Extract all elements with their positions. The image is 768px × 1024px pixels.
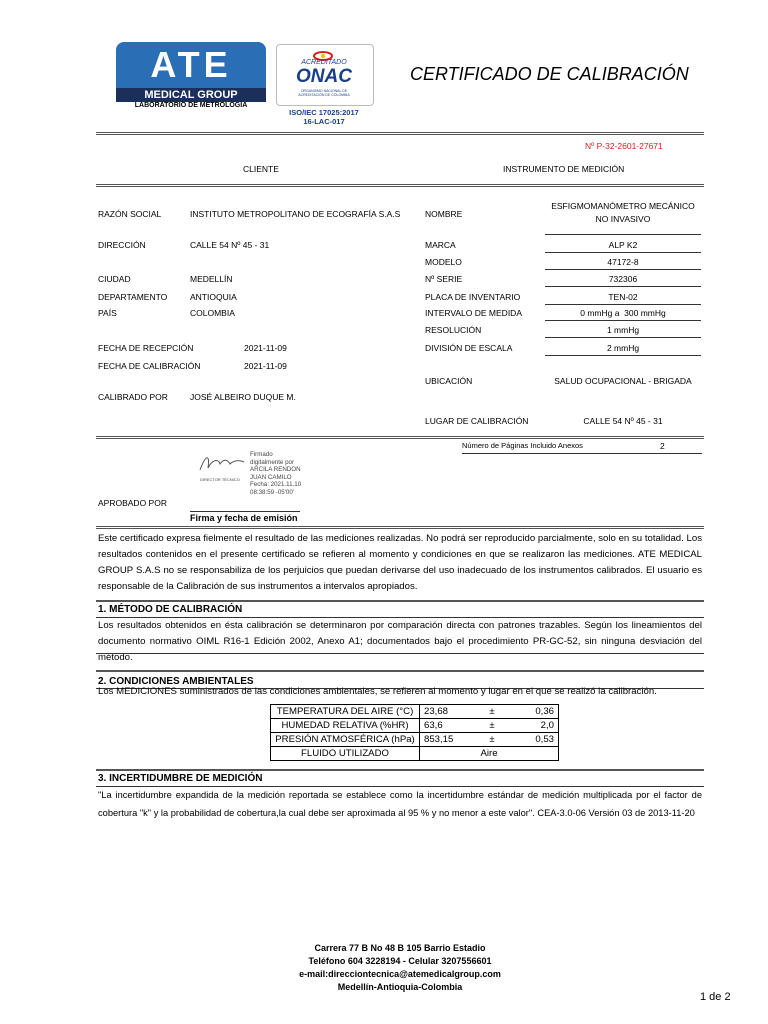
footer-city: Medellín-Antioquia-Colombia [337,982,463,992]
por-label: CALIBRADO POR [98,392,168,402]
placa-value: TEN-02 [608,292,638,302]
signature-line3: ARCILA RENDON [250,466,301,473]
sec1-end-rule [96,653,704,654]
pais-value: COLOMBIA [190,308,235,318]
sec1-title: 1. MÉTODO DE CALIBRACIÓN [98,604,243,615]
onac-top: ACREDITADO [301,59,347,66]
depto-label: DEPARTAMENTO [98,292,168,302]
cert-number: Nº P-32-2601-27671 [585,141,663,151]
env-pm: ± [468,719,516,733]
pages-value: 2 [660,441,665,451]
footer-email: e-mail:direcciontecnica@atemedicalgroup.com [299,969,501,979]
placa-label: PLACA DE INVENTARIO [425,292,521,302]
header-rule [96,132,704,135]
intervalo-label: INTERVALO DE MEDIDA [425,308,522,318]
firma-caption: Firma y fecha de emisión [190,511,300,523]
resol-label: RESOLUCIÓN [425,325,482,335]
env-value: 63,6 [420,719,469,733]
footer-address: Carrera 77 B No 48 B 105 Barrio Estadio [314,943,486,953]
iso-label: ISO/IEC 17025:2017 [289,108,359,117]
signature-icon [196,450,248,476]
sec2-bar [96,670,704,672]
intervalo-value: 0 mmHg a 300 mmHg [580,308,666,318]
serie-value: 732306 [608,274,638,284]
modelo-underline [545,269,701,270]
signature-line1: Firmado [250,451,273,458]
env-value: 853,15 [420,733,469,747]
sec1-bar [96,600,704,602]
lugar-label: LUGAR DE CALIBRACIÓN [425,416,529,426]
page-number: 1 de 2 [700,991,731,1003]
marca-label: MARCA [425,240,456,250]
section-rule [96,184,704,187]
depto-value: ANTIOQUIA [190,292,237,302]
por-value: JOSÉ ALBEIRO DUQUE M. [190,392,296,402]
env-row [271,733,559,747]
lab-name: LABORATORIO DE METROLOGÍA [134,102,248,109]
razon-label: RAZÓN SOCIAL [98,209,162,219]
sec3-text: "La incertidumbre expandida de la medición reportada se establece como la incertidumbre estándar de medición multiplicada por el factor de cobertura "k" y la probabilidad de cobertura,la cual debe ser aproximada al 95 % y no menor a este valor". CEA-3.0-06 Versión 03 de 2013-11-20 [98,790,702,818]
env-label: HUMEDAD RELATIVA (%HR) [271,719,420,733]
pais-label: PAÍS [98,308,117,318]
ate-logo-text: ATE [150,44,232,85]
env-unc: 0,53 [516,733,559,747]
ubic-value: SALUD OCUPACIONAL - BRIGADA [554,376,692,386]
cliente-header: CLIENTE [243,164,279,174]
page-title: CERTIFICADO DE CALIBRACIÓN [410,64,689,84]
intro-text: Este certificado expresa fielmente el resultado de las mediciones realizadas. No podrá ser reproducido parcialmente, solo en su totalidad. Los resultados contenidos en el presente certificado se refieren al momento y condiciones en que se realizaron las mediciones. ATE MEDICAL GROUP S.A.S no se responsabiliza de los perjuicios que puedan derivarse del uso inadecuado de los instrumentos calibrados. El usuario es responsable de la Calibración de sus instrumentos a intervalos apropiados. [98,533,702,592]
env-pm: ± [468,733,516,747]
footer-phone: Teléfono 604 3228194 - Celular 3207556601 [308,956,492,966]
recep-label: FECHA DE RECEPCIÓN [98,343,194,353]
fluido-label: FLUIDO UTILIZADO [271,747,420,761]
div-label: DIVISIÓN DE ESCALA [425,343,513,353]
signature-line4: JUAN CAMILO [250,473,292,481]
calib-label: FECHA DE CALIBRACIÓN [98,361,201,371]
env-label: PRESIÓN ATMOSFÉRICA (hPa) [271,733,420,747]
intervalo-underline [545,320,701,321]
dir-value: CALLE 54 Nº 45 - 31 [190,240,270,250]
ubic-label: UBICACIÓN [425,376,473,386]
env-row [271,747,559,761]
nombre-label: NOMBRE [425,209,463,219]
sec3-title: 3. INCERTIDUMBRE DE MEDICIÓN [98,773,263,784]
serie-underline [545,286,701,287]
pages-underline [462,453,702,454]
env-unc: 2,0 [516,719,559,733]
fluido-value: Aire [420,747,559,761]
signature-line2: digitalmente por [250,458,295,466]
sec1-text: Los resultados obtenidos en ésta calibración se determinaron por comparación directa con patrones trazables. Según los lineamientos del documento normativo OIML R16-1 Edición 2002, Anexo A1; documentados bajo el procedimiento PR-GC-52, sin ninguna desviación del método. [98,620,702,663]
sec2-text: Los MEDICIONES suministrados de las condiciones ambientales, se refieren al momento y lugar en el que se realizó la calibración. [98,686,657,697]
lugar-value: CALLE 54 Nº 45 - 31 [583,416,663,426]
ciudad-label: CIUDAD [98,274,131,284]
instrumento-header: INSTRUMENTO DE MEDICIÓN [503,164,625,174]
onac-emblem-icon [313,48,333,58]
signature-line6: 08:38:59 -05'00' [250,488,294,496]
placa-underline [545,304,701,305]
signature-line5: Fecha: 2021.11.10 [250,481,302,488]
ciudad-value: MEDELLÍN [190,274,233,284]
pages-rule [96,436,704,439]
onac-sub: ORGANISMO NACIONAL DE ACREDITACIÓN DE COLOMBIA [298,89,350,97]
dir-label: DIRECCIÓN [98,240,146,250]
marca-value: ALP K2 [608,240,638,250]
serie-label: Nº SERIE [425,274,463,284]
sec3-bar [96,769,704,771]
calib-value: 2021-11-09 [244,361,287,371]
env-row [271,705,559,719]
env-label: TEMPERATURA DEL AIRE (°C) [271,705,420,719]
lac-label: 16-LAC-017 [303,117,345,126]
signature-role: DIRECTOR TÉCNICO [200,477,240,482]
resol-underline [545,337,701,338]
env-value: 23,68 [420,705,469,719]
env-unc: 0,36 [516,705,559,719]
sec2-title: 2. CONDICIONES AMBIENTALES [98,676,254,687]
env-table [270,704,559,761]
nombre-underline [545,234,701,235]
marca-underline [545,252,701,253]
pages-label: Número de Páginas Incluido Anexos [462,441,583,450]
recep-value: 2021-11-09 [244,343,287,353]
razon-value: INSTITUTO METROPOLITANO DE ECOGRAFÍA S.A.S [190,209,401,219]
env-row [271,719,559,733]
div-value: 2 mmHg [606,343,640,353]
ate-logo-sub: MEDICAL GROUP [116,88,266,102]
intro-rule [96,526,704,529]
env-pm: ± [468,705,516,719]
aprobado-label: APROBADO POR [98,498,167,508]
modelo-label: MODELO [425,257,462,267]
modelo-value: 47172-8 [607,257,639,267]
resol-value: 1 mmHg [606,325,640,335]
signature-text [250,451,301,496]
onac-name: ONAC [296,66,352,87]
nombre-value-2: NO INVASIVO [595,214,651,224]
div-underline [545,355,701,356]
nombre-value-1: ESFIGMOMANÓMETRO MECÁNICO [551,201,695,211]
